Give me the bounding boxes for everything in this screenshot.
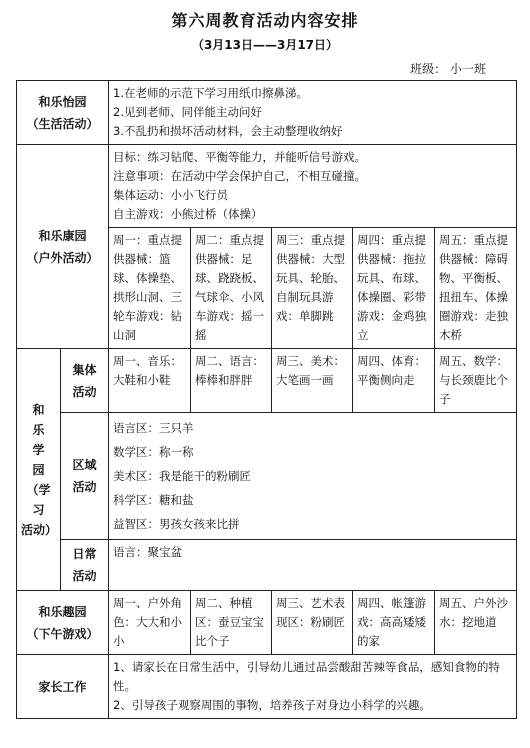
outdoor-info-row (17, 145, 517, 228)
outdoor-notice: 注意事项：在活动中学会保护自己，不相互碰撞。 (113, 169, 367, 183)
outdoor-day: 周一：重点提供器械：篮球、体操垫、拱形山洞、三轮车游戏：钻山洞 (109, 228, 191, 349)
page-title: 第六周教育活动内容安排 (171, 11, 359, 30)
fun-day: 周三、艺术表现区：粉刷匠 (272, 591, 353, 655)
learn-char: （学 (26, 482, 51, 497)
collective-label-2: 活动 (72, 384, 97, 399)
area-item: 语言区：三只羊 (113, 421, 194, 435)
outdoor-free: 自主游戏：小熊过桥（体操） (113, 207, 263, 221)
area-item: 数学区：称一称 (113, 445, 194, 459)
collective-label-1: 集体 (72, 362, 97, 377)
fun-name: 和乐趣园 (38, 604, 87, 619)
fun-day: 周五、户外沙水：挖地道 (435, 591, 517, 655)
life-content (109, 81, 517, 145)
collective-day: 周四、体育：平衡侧向走 (353, 349, 435, 413)
life-item: 2.见到老师、同伴能主动问好 (113, 105, 262, 119)
parent-row (17, 655, 517, 719)
life-name: 和乐怡园 (38, 94, 87, 109)
life-sub: （生活活动） (26, 116, 99, 131)
outdoor-goal: 目标：练习钻爬、平衡等能力，并能听信号游戏。 (113, 150, 367, 164)
class-label: 班级： (410, 62, 447, 76)
outdoor-day: 周三：重点提供器械：大型玩具、轮胎、自制玩具游戏：单脚跳 (272, 228, 353, 349)
learn-char: 乐 (32, 422, 45, 437)
learn-char: 园 (32, 462, 45, 477)
daily-label-2: 活动 (72, 569, 97, 583)
fun-day: 周一、户外角色：大大和小小 (109, 591, 191, 655)
fun-category (17, 591, 109, 655)
area-item: 益智区：男孩女孩来比拼 (113, 517, 240, 531)
fun-row (17, 591, 517, 655)
area-label (61, 413, 109, 540)
area-content (109, 413, 517, 540)
parent-category (17, 655, 109, 719)
fun-day: 周四、帐篷游戏：高高矮矮的家 (353, 591, 435, 655)
area-label-2: 活动 (72, 480, 97, 494)
life-row (17, 81, 517, 145)
area-item: 美术区：我是能干的粉刷匠 (113, 469, 252, 483)
area-label-1: 区域 (72, 458, 97, 472)
outdoor-group: 集体运动：小小飞行员 (113, 188, 229, 202)
collective-label (61, 349, 109, 413)
schedule-table (16, 80, 517, 719)
outdoor-day: 周二：重点提供器械：足球、跷跷板、气球伞、小风车游戏：摇一摇 (191, 228, 272, 349)
daily-content: 语言：聚宝盆 (109, 540, 517, 591)
parent-name: 家长工作 (38, 679, 87, 694)
learn-daily-row (17, 540, 517, 591)
life-category (17, 81, 109, 145)
learn-collective-row (17, 349, 517, 413)
life-item: 1.在老师的示范下学习用纸巾擦鼻涕。 (113, 86, 308, 100)
date-range: （3月13日——3月17日） (191, 38, 339, 52)
area-item: 科学区：糖和盐 (113, 493, 194, 507)
collective-day: 周一、音乐：大鞋和小鞋 (109, 349, 191, 413)
parent-item: 1、请家长在日常生活中，引导幼儿通过品尝酸甜苦辣等食品，感知食物的特性。 (113, 660, 500, 693)
collective-day: 周三、美术：大笔画一画 (272, 349, 353, 413)
learn-char: 学 (32, 442, 45, 457)
fun-day: 周二、种植区：蚕豆宝宝比个子 (191, 591, 272, 655)
class-name: 小一班 (449, 62, 486, 76)
class-line (410, 60, 486, 77)
outdoor-day: 周五：重点提供器械：障碍物、平衡板、扭扭车、体操圈游戏：走独木桥 (435, 228, 517, 349)
parent-item: 2、引导孩子观察周围的事物，培养孩子对身边小科学的兴趣。 (113, 698, 431, 712)
outdoor-name: 和乐康园 (38, 228, 87, 243)
parent-content (109, 655, 517, 719)
fun-sub: （下午游戏） (26, 626, 99, 641)
learn-char: 习 (32, 502, 45, 517)
learn-char: 活动） (21, 522, 58, 537)
collective-day: 周五、数学：与长颈鹿比个子 (435, 349, 517, 413)
outdoor-category (17, 145, 109, 349)
outdoor-info (109, 145, 517, 228)
learn-category (17, 349, 61, 591)
daily-label-1: 日常 (72, 547, 97, 561)
collective-day: 周二、语言：棒棒和胖胖 (191, 349, 272, 413)
daily-label (61, 540, 109, 591)
outdoor-sub: （户外活动） (26, 250, 99, 265)
learn-char: 和 (32, 402, 45, 417)
life-item: 3.不乱扔和损坏活动材料，会主动整理收纳好 (113, 124, 343, 138)
outdoor-day: 周四：重点提供器械：拖拉玩具、布球、体操圈、彩带游戏：金鸡独立 (353, 228, 435, 349)
learn-area-row (17, 413, 517, 540)
